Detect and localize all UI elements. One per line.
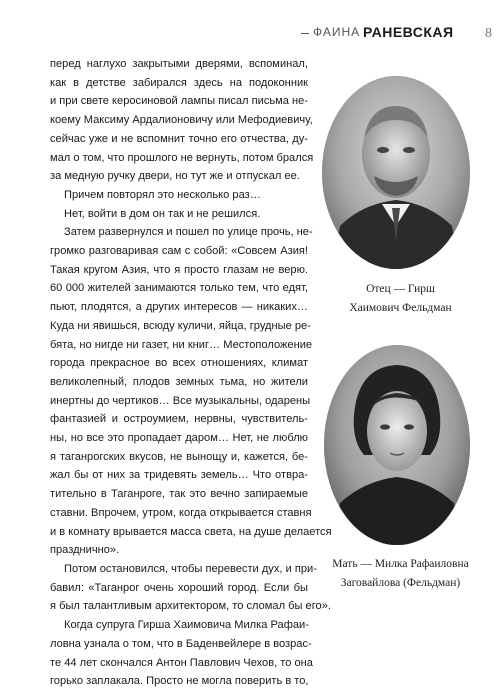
body-text-line: и в комнату врывается масса света, на душе делается bbox=[50, 525, 332, 538]
body-text-line: Такая кругом Азия, что я просто глазам не верю. bbox=[50, 263, 308, 276]
body-text-line: коему Максиму Ардалионовичу или Мефодиевичу, bbox=[50, 114, 313, 127]
father-photo-caption bbox=[318, 280, 483, 318]
body-text-line: фантазией и остроумием, нервны, чувствитель- bbox=[50, 413, 308, 426]
header-rule bbox=[301, 33, 309, 34]
mother-portrait-photo bbox=[324, 345, 470, 545]
body-text-line: бавил: «Таганрог очень хороший город. Если бы bbox=[50, 581, 308, 594]
body-text-line: и при свете керосиновой лампы писал письма не- bbox=[50, 95, 309, 108]
body-text-line: те 44 лет скончался Антон Павлович Чехов, то она bbox=[50, 656, 313, 669]
running-header bbox=[301, 22, 500, 46]
father-portrait-photo bbox=[322, 76, 470, 269]
body-text-line: сейчас уже и не вспомнит точно его отчества, ду- bbox=[50, 132, 308, 145]
body-text-line: перед наглухо закрытыми дверями, вспоминал, bbox=[50, 58, 308, 70]
body-text-column bbox=[50, 55, 332, 691]
body-text-line: города прекрасное во всех отношениях, климат bbox=[50, 357, 308, 370]
body-text-line: ны, но все это пропадает даром… Нет, не люблю bbox=[50, 432, 308, 445]
header-author-first-name: ФАИНА bbox=[313, 25, 361, 39]
page-number: 8 bbox=[485, 26, 492, 41]
body-text-line: тительно в Таганроге, так это вечно запираемые bbox=[50, 488, 308, 501]
body-text-line: бята, но нигде ни газет, ни книг… Местоположение bbox=[50, 338, 313, 351]
body-text-line: празднично». bbox=[50, 544, 120, 557]
body-text-line: горько заплакала. Просто не могла поверить в то, bbox=[50, 675, 309, 688]
mother-caption-line2: Заговайлова (Фельдман) bbox=[340, 577, 461, 589]
mother-caption-line1: Мать — Милка Рафаиловна bbox=[332, 558, 469, 570]
body-text-line: Нет, войти в дом он так и не решился. bbox=[64, 207, 261, 220]
body-text-line: Затем развернулся и пошел по улице прочь, не- bbox=[64, 226, 313, 239]
father-caption-line2: Хаимович Фельдман bbox=[349, 302, 452, 314]
body-text-line: Причем повторял это несколько раз… bbox=[64, 188, 261, 201]
body-text-line: Куда ни явишься, всюду куличи, яйца, грудные ре- bbox=[50, 319, 311, 332]
body-text-line: 60 000 жителей занимаются только тем, что едят, bbox=[50, 282, 308, 295]
mother-photo-caption bbox=[318, 555, 483, 593]
body-text-line: за медную ручку двери, но тут же и отпускал ее. bbox=[50, 170, 300, 183]
body-text-line: Потом остановился, чтобы перевести дух, и при- bbox=[64, 562, 317, 575]
body-text-line: ловна узнала о том, что в Баденвейлере в возрас- bbox=[50, 637, 312, 650]
body-text-line: инертны до чертиков… Все музыкальны, одарены bbox=[50, 394, 311, 407]
body-text-line: пьют, плодятся, а других интересов — никаких… bbox=[50, 301, 308, 314]
body-text-line: великолепный, плодов земных тьма, но жители bbox=[50, 375, 308, 388]
body-text-line: я таганрогских вкусов, не вынощу и, кажется, бе- bbox=[50, 450, 308, 463]
father-caption-line1: Отец — Гирш bbox=[366, 283, 435, 295]
body-text-line: громко разговаривая сам с собой: «Совсем Азия! bbox=[50, 245, 308, 258]
body-text-line: Когда супруга Гирша Хаимовича Милка Рафаи- bbox=[64, 619, 309, 632]
body-text-line: как в детстве забирался здесь на подоконник bbox=[50, 76, 308, 89]
body-text-line: ставни. Впрочем, утром, когда открывается ставня bbox=[50, 506, 312, 519]
header-author-last-name: РАНЕВСКАЯ bbox=[363, 24, 454, 40]
body-text-line: я был талантливым архитектором, то сломал бы его». bbox=[50, 600, 331, 613]
body-text-line: мал о том, что прошлого не вернуть, потом брался bbox=[50, 151, 314, 164]
body-text-line: жал бы от них за тридевять земель… Что отвра- bbox=[50, 469, 308, 482]
